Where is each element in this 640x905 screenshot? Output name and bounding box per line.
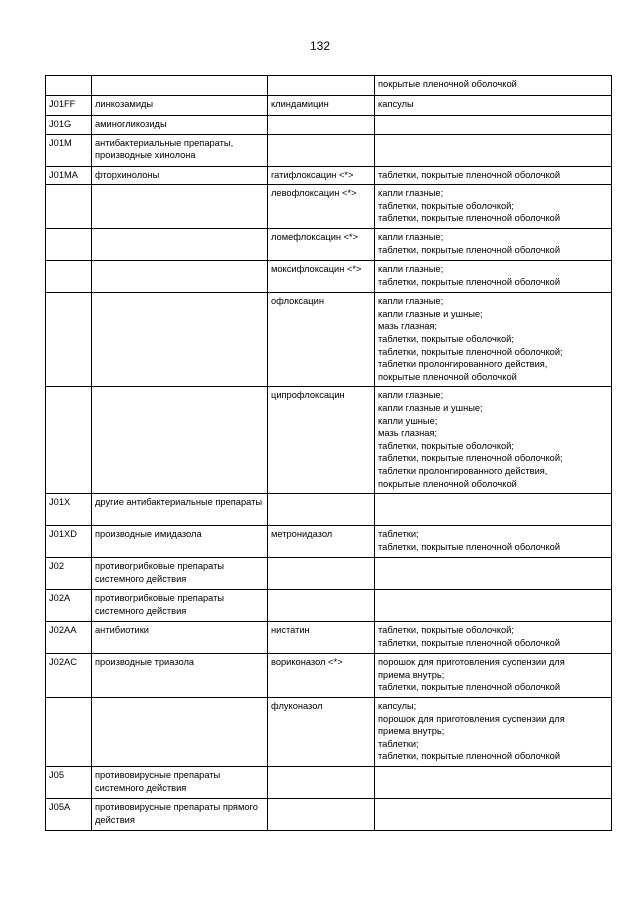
drug-name-cell (268, 229, 375, 261)
dosage-forms-cell (375, 261, 612, 293)
atc-code-cell (46, 76, 92, 96)
table-row (46, 76, 612, 96)
drug-name-cell-text: ломефлоксацин <*> (271, 232, 359, 243)
dosage-form-line: таблетки, покрытые пленочной оболочкой (378, 541, 561, 552)
dosage-forms-cell (375, 185, 612, 229)
dosage-form-line: таблетки, покрытые пленочной оболочкой (378, 637, 561, 648)
group-cell-text: производные триазола (95, 657, 195, 668)
dosage-form-line: таблетки, покрытые оболочкой; (378, 440, 514, 451)
dosage-form-line: капли глазные; (378, 188, 444, 199)
group-cell (92, 134, 268, 166)
drug-name-cell (268, 387, 375, 494)
dosage-forms-cell (375, 229, 612, 261)
dosage-form-line: мазь глазная; (378, 321, 438, 332)
drug-table (45, 75, 612, 831)
group-cell-text: противовирусные препараты прямого действия (95, 802, 258, 825)
group-cell-text: линкозамиды (95, 99, 154, 109)
dosage-form-line: таблетки, покрытые пленочной оболочкой (378, 751, 561, 762)
dosage-forms-cell (375, 76, 612, 96)
dosage-form-line: таблетки, покрытые оболочкой; (378, 333, 514, 344)
group-cell-text: противовирусные препараты системного действия (95, 770, 221, 793)
table-row (46, 134, 612, 166)
dosage-forms-cell (375, 293, 612, 387)
atc-code-cell (46, 799, 92, 831)
table-row (46, 185, 612, 229)
drug-name-cell (268, 134, 375, 166)
atc-code-cell-text: J01FF (49, 99, 76, 109)
dosage-form-line: таблетки, покрытые пленочной оболочкой; (378, 453, 563, 464)
dosage-form-line: таблетки, покрытые пленочной оболочкой (378, 682, 561, 693)
group-cell (92, 229, 268, 261)
group-cell (92, 166, 268, 185)
group-cell (92, 622, 268, 654)
atc-code-cell (46, 134, 92, 166)
dosage-form-line: таблетки, покрытые пленочной оболочкой (378, 244, 561, 255)
dosage-form-line: таблетки, покрытые пленочной оболочкой (378, 213, 561, 224)
drug-name-cell (268, 698, 375, 767)
dosage-forms-cell (375, 526, 612, 558)
dosage-form-line: таблетки пролонгированного действия, (378, 465, 548, 476)
group-cell (92, 698, 268, 767)
page-number: 132 (309, 39, 331, 53)
drug-name-cell-text: левофлоксацин <*> (271, 188, 357, 199)
dosage-form-line: таблетки пролонгированного действия, (378, 359, 548, 370)
drug-name-cell-text: метронидазол (271, 529, 333, 540)
drug-name-cell (268, 166, 375, 185)
atc-code-cell-text: J05 (49, 770, 64, 781)
dosage-form-line: порошок для приготовления суспензии для (378, 713, 565, 724)
group-cell (92, 494, 268, 526)
group-cell (92, 799, 268, 831)
table-row (46, 698, 612, 767)
atc-code-cell (46, 526, 92, 558)
table-row (46, 622, 612, 654)
table-row (46, 96, 612, 116)
drug-table-body (46, 76, 612, 831)
drug-name-cell (268, 767, 375, 799)
group-cell-text: антибиотики (95, 625, 149, 636)
dosage-form-line: приема внутрь; (378, 726, 445, 737)
dosage-forms-cell (375, 116, 612, 135)
dosage-forms-cell (375, 698, 612, 767)
drug-name-cell (268, 654, 375, 698)
table-row (46, 558, 612, 590)
dosage-forms-cell (375, 654, 612, 698)
dosage-forms-cell (375, 166, 612, 185)
atc-code-cell-text: J02 (49, 561, 64, 572)
atc-code-cell-text: J01MA (49, 169, 78, 180)
group-cell (92, 387, 268, 494)
drug-name-cell (268, 261, 375, 293)
drug-name-cell-text: клиндамицин (271, 99, 329, 109)
dosage-form-line: капли ушные; (378, 415, 438, 426)
atc-code-cell (46, 96, 92, 116)
table-row (46, 767, 612, 799)
dosage-form-line: мазь глазная; (378, 428, 438, 439)
group-cell (92, 185, 268, 229)
atc-code-cell (46, 590, 92, 622)
dosage-form-line: покрытые пленочной оболочкой (378, 79, 517, 89)
atc-code-cell-text: J02AC (49, 657, 77, 668)
group-cell (92, 526, 268, 558)
drug-name-cell (268, 494, 375, 526)
drug-name-cell (268, 76, 375, 96)
drug-name-cell-text: ципрофлоксацин (271, 390, 345, 401)
dosage-forms-cell (375, 590, 612, 622)
atc-code-cell (46, 698, 92, 767)
atc-code-cell (46, 261, 92, 293)
dosage-form-line: капли глазные; (378, 232, 444, 243)
table-row (46, 654, 612, 698)
drug-name-cell (268, 622, 375, 654)
table-row (46, 590, 612, 622)
table-row (46, 229, 612, 261)
atc-code-cell-text: J02AA (49, 625, 77, 636)
group-cell (92, 261, 268, 293)
dosage-form-line: покрытые пленочной оболочкой (378, 371, 517, 382)
dosage-forms-cell (375, 767, 612, 799)
table-row (46, 387, 612, 494)
group-cell (92, 76, 268, 96)
atc-code-cell (46, 166, 92, 185)
dosage-form-line: приема внутрь; (378, 669, 445, 680)
dosage-form-line: капли глазные и ушные; (378, 402, 483, 413)
dosage-form-line: таблетки, покрытые пленочной оболочкой (378, 276, 561, 287)
atc-code-cell-text: J02A (49, 593, 71, 604)
table-row (46, 494, 612, 526)
dosage-forms-cell (375, 387, 612, 494)
group-cell-text: антибактериальные препараты, производные хинолона (95, 137, 234, 161)
dosage-forms-cell (375, 558, 612, 590)
dosage-form-line: капли глазные; (378, 296, 444, 307)
drug-name-cell (268, 799, 375, 831)
group-cell (92, 767, 268, 799)
table-row (46, 293, 612, 387)
group-cell (92, 293, 268, 387)
drug-name-cell (268, 96, 375, 116)
group-cell-text: фторхинолоны (95, 169, 160, 180)
atc-code-cell (46, 558, 92, 590)
dosage-form-line: таблетки, покрытые пленочной оболочкой (378, 169, 561, 180)
atc-code-cell (46, 293, 92, 387)
atc-code-cell-text: J01G (49, 119, 72, 129)
dosage-forms-cell (375, 494, 612, 526)
drug-name-cell (268, 526, 375, 558)
dosage-form-line: капсулы; (378, 701, 417, 712)
drug-name-cell (268, 293, 375, 387)
atc-code-cell (46, 622, 92, 654)
table-row (46, 166, 612, 185)
dosage-form-line: таблетки, покрытые оболочкой; (378, 200, 514, 211)
group-cell-text: производные имидазола (95, 529, 202, 540)
dosage-form-line: капли глазные и ушные; (378, 308, 483, 319)
dosage-form-line: капсулы (378, 99, 414, 109)
table-row (46, 261, 612, 293)
dosage-form-line: капли глазные; (378, 264, 444, 275)
group-cell (92, 654, 268, 698)
group-cell-text: другие антибактериальные препараты (95, 497, 263, 508)
drug-name-cell-text: вориконазол <*> (271, 657, 343, 668)
drug-name-cell-text: гатифлоксацин <*> (271, 169, 354, 180)
atc-code-cell (46, 387, 92, 494)
dosage-form-line: покрытые пленочной оболочкой (378, 478, 517, 489)
group-cell-text: противогрибковые препараты системного действия (95, 593, 225, 616)
atc-code-cell-text: J05A (49, 802, 71, 813)
group-cell-text: противогрибковые препараты системного действия (95, 561, 225, 584)
atc-code-cell-text: J01M (49, 137, 72, 148)
group-cell-text: аминогликозиды (95, 119, 167, 129)
atc-code-cell (46, 767, 92, 799)
atc-code-cell-text: J01X (49, 497, 71, 508)
drug-name-cell-text: моксифлоксацин <*> (271, 264, 362, 275)
drug-name-cell (268, 590, 375, 622)
dosage-form-line: таблетки; (378, 529, 419, 540)
atc-code-cell (46, 185, 92, 229)
dosage-form-line: капли глазные; (378, 390, 444, 401)
drug-name-cell (268, 116, 375, 135)
dosage-forms-cell (375, 799, 612, 831)
dosage-form-line: таблетки; (378, 738, 419, 749)
atc-code-cell (46, 654, 92, 698)
drug-name-cell (268, 558, 375, 590)
atc-code-cell (46, 116, 92, 135)
atc-code-cell (46, 229, 92, 261)
drug-name-cell-text: нистатин (271, 625, 310, 636)
drug-name-cell-text: флуконазол (271, 701, 323, 712)
atc-code-cell-text: J01XD (49, 529, 77, 540)
drug-name-cell-text: офлоксацин (271, 296, 324, 307)
drug-name-cell (268, 185, 375, 229)
atc-code-cell (46, 494, 92, 526)
table-row (46, 799, 612, 831)
dosage-forms-cell (375, 96, 612, 116)
dosage-form-line: таблетки, покрытые пленочной оболочкой; (378, 346, 563, 357)
group-cell (92, 558, 268, 590)
table-row (46, 526, 612, 558)
group-cell (92, 590, 268, 622)
group-cell (92, 96, 268, 116)
dosage-form-line: таблетки, покрытые оболочкой; (378, 625, 514, 636)
dosage-forms-cell (375, 622, 612, 654)
dosage-forms-cell (375, 134, 612, 166)
dosage-form-line: порошок для приготовления суспензии для (378, 657, 565, 668)
group-cell (92, 116, 268, 135)
table-row (46, 116, 612, 135)
